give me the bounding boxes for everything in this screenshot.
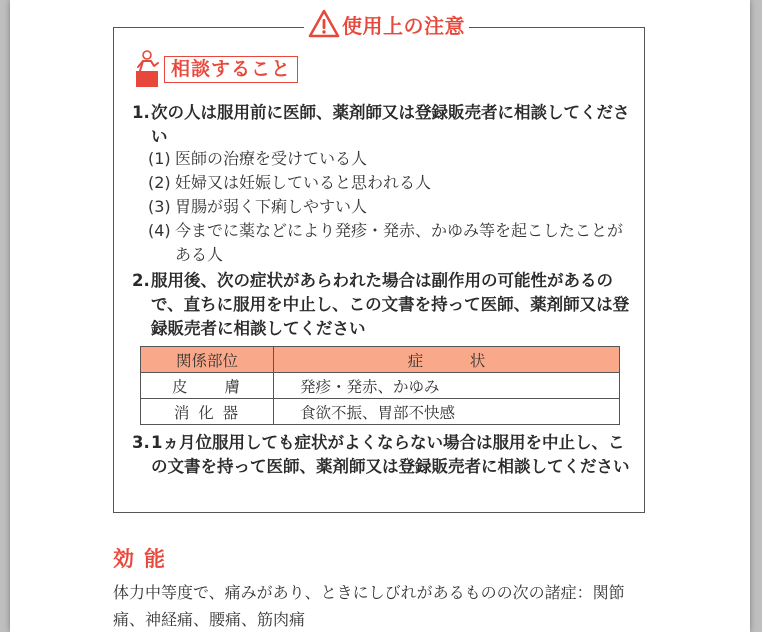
document-page bbox=[10, 0, 750, 632]
sub-item-number: (1) bbox=[148, 149, 171, 168]
item-text: 次の人は服用前に医師、薬剤師又は登録販売者に相談してください bbox=[151, 103, 630, 146]
caution-title bbox=[304, 6, 469, 42]
column-header-part: 関係部位 bbox=[141, 347, 274, 373]
sub-item bbox=[148, 219, 638, 267]
item-text: 服用後、次の症状があらわれた場合は副作用の可能性があるので、直ちに服用を中止し、この文書を持って医師、薬剤師又は登録販売者に相談してください bbox=[151, 271, 630, 338]
cell-part: 消 化 器 bbox=[141, 399, 274, 425]
caution-box bbox=[113, 13, 645, 513]
consult-heading bbox=[134, 49, 298, 89]
sub-item-number: (3) bbox=[148, 197, 171, 216]
sub-item-text: 妊婦又は妊娠していると思われる人 bbox=[175, 173, 432, 192]
sub-item-text: 今までに薬などにより発疹・発赤、かゆみ等を起こしたことがある人 bbox=[175, 221, 624, 264]
efficacy-text: 体力中等度で、痛みがあり、ときにしびれがあるものの次の諸症：関節痛、神経痛、腰痛、筋肉痛 bbox=[113, 583, 625, 629]
sub-item-text: 医師の治療を受けている人 bbox=[175, 149, 368, 168]
caution-title-text: 使用上の注意 bbox=[342, 13, 465, 38]
table-row bbox=[141, 373, 620, 399]
symptom-table bbox=[140, 346, 620, 425]
cell-part: 皮 膚 bbox=[141, 373, 274, 399]
consult-person-icon bbox=[134, 49, 162, 89]
item-number: 3. bbox=[132, 433, 150, 452]
consult-label: 相談すること bbox=[164, 56, 298, 83]
sub-item bbox=[148, 171, 431, 195]
item-text: 1ヵ月位服用しても症状がよくならない場合は服用を中止し、この文書を持って医師、薬剤師又は登録販売者に相談してください bbox=[151, 433, 630, 476]
sub-item-text: 胃腸が弱く下痢しやすい人 bbox=[175, 197, 368, 216]
sub-item-number: (4) bbox=[148, 221, 171, 240]
cell-symptom: 発疹・発赤、かゆみ bbox=[274, 373, 620, 399]
caution-item-1 bbox=[132, 101, 637, 149]
caution-item-2 bbox=[132, 269, 637, 341]
sub-item bbox=[148, 195, 367, 219]
sub-item bbox=[148, 147, 367, 171]
item-number: 2. bbox=[132, 271, 150, 290]
table-header-row bbox=[141, 347, 620, 373]
item-number: 1. bbox=[132, 103, 150, 122]
efficacy-heading: 効能 bbox=[113, 547, 175, 571]
sub-item-number: (2) bbox=[148, 173, 171, 192]
column-header-symptom: 症 状 bbox=[274, 347, 620, 373]
table-row bbox=[141, 399, 620, 425]
caution-item-3 bbox=[132, 431, 637, 479]
warning-triangle-icon bbox=[308, 9, 340, 39]
cell-symptom: 食欲不振、胃部不快感 bbox=[274, 399, 620, 425]
